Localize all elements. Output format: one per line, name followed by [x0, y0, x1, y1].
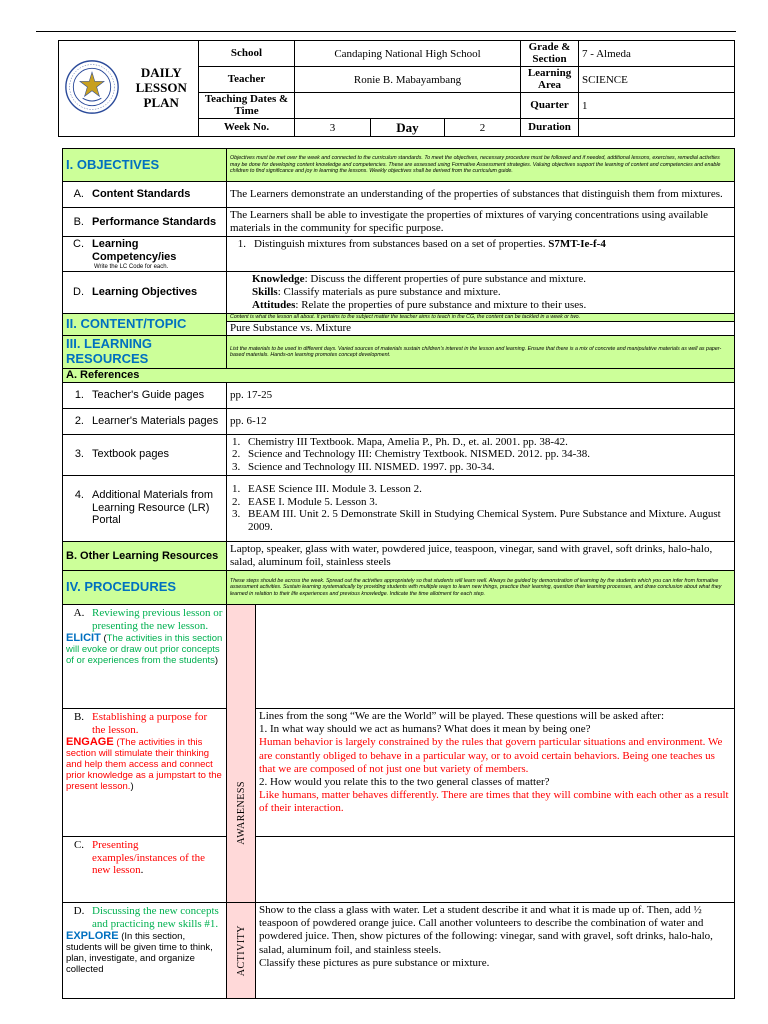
- performance-standards-label-cell: [63, 208, 227, 237]
- objectives-row: [63, 149, 735, 182]
- textbook-list: [230, 436, 731, 474]
- content-row: [63, 314, 735, 322]
- textbook-item: 1. Chemistry III Textbook. Mapa, Amelia P., Ph. D., et. al. 2001. pp. 38-42.: [232, 435, 568, 448]
- engage-cell: B. Establishing a purpose for the lesson. ENGAGE (The activities in this section will stimulate their thinking and help them access and connect prior knowledge as a jumpstart to the present lesson.): [63, 709, 227, 837]
- dates-value: [295, 93, 521, 119]
- presenting-step-label: Presenting examples/instances of the new lesson: [92, 839, 206, 877]
- competency-label-cell: [63, 237, 227, 271]
- engage-line: 2. How would you relate this to the two general classes of matter?: [259, 775, 550, 788]
- objectives-title-cell: [63, 149, 227, 182]
- procedures-title: IV. PROCEDURES: [66, 579, 177, 595]
- day-label: Day: [371, 119, 445, 137]
- learning-objectives-label-cell: [63, 271, 227, 314]
- skills-label: Skills: [252, 285, 278, 298]
- school-label: School: [199, 41, 295, 67]
- engage-line: Human behavior is largely constrained by the rules that govern particular situations and environment. We are constantly obliged to behave in a particular way, or to avoid certain behaviors. Being one teaches us that we are composed of not just one but variety of members.: [259, 736, 723, 775]
- competency-text-cell: [227, 237, 735, 271]
- duration-label: Duration: [521, 119, 579, 137]
- top-rule: [36, 31, 736, 32]
- awareness-band: [227, 605, 256, 903]
- engage-step-label: Establishing a purpose for the lesson.: [92, 711, 208, 736]
- competency-text: Distinguish mixtures from substances based on a set of properties.: [254, 238, 546, 251]
- engage-line: Lines from the song “We are the World” will be played. These questions will be asked after:: [259, 710, 665, 723]
- duration-value: [579, 119, 735, 137]
- tg-text: pp. 17-25: [227, 382, 735, 408]
- presenting-row: [63, 837, 735, 903]
- dates-label: Teaching Dates & Time: [199, 93, 295, 119]
- performance-standards-label: Performance Standards: [92, 215, 217, 228]
- content-topic: Pure Substance vs. Mixture: [227, 322, 735, 336]
- attitudes-text: : Relate the properties of pure substance and mixture to their uses.: [295, 299, 587, 312]
- procedures-title-cell: [63, 571, 227, 605]
- resources-title-cell: [63, 336, 227, 369]
- objectives-title: I. OBJECTIVES: [66, 156, 160, 172]
- performance-standards-num: B.: [73, 215, 84, 228]
- explore-row: [63, 903, 735, 999]
- competency-row: [63, 237, 735, 271]
- procedures-row: [63, 571, 735, 605]
- textbook-num: 3.: [74, 448, 84, 461]
- teacher-value: Ronie B. Mabayambang: [295, 67, 521, 93]
- performance-standards-text: The Learners shall be able to investigate the properties of mixtures of varying concentrations using available materials in the community for specific purpose.: [227, 208, 735, 237]
- content-standards-label-cell: [63, 182, 227, 208]
- explore-step-label: Discussing the new concepts and practicing new skills #1.: [92, 905, 219, 930]
- tg-row: [63, 382, 735, 408]
- textbook-label: Textbook pages: [92, 448, 170, 461]
- school-value: Candaping National High School: [295, 41, 521, 67]
- day-value: 2: [445, 119, 521, 137]
- other-resources-row: [63, 541, 735, 570]
- content-title: II. CONTENT/TOPIC: [66, 316, 187, 332]
- textbook-list-cell: [227, 434, 735, 475]
- lr-portal-item: 2. EASE I. Module 5. Lesson 3.: [232, 495, 378, 508]
- engage-line: 1. In what way should we act as humans? What does it mean by being one?: [259, 723, 591, 736]
- tg-num: 1.: [74, 388, 84, 401]
- engage-row: [63, 709, 735, 837]
- knowledge-text: : Discuss the different properties of pure substance and mixture.: [304, 272, 587, 285]
- deped-seal-cell: [59, 41, 125, 137]
- explore-cell: [63, 903, 227, 999]
- lm-row: [63, 408, 735, 434]
- presenting-cell: C. Presenting examples/instances of the new lesson.: [63, 837, 227, 903]
- lr-portal-list-cell: [227, 475, 735, 541]
- teacher-label: Teacher: [199, 67, 295, 93]
- lr-portal-item: 3. BEAM III. Unit 2. 5 Demonstrate Skill in Studying Chemical System. Pure Substance and Mixture. August 2009.: [232, 508, 721, 533]
- explore-line: Show to the class a glass with water. Let a student describe it and what it is made up of. Then, add ½ teaspoon of powdered orange juice. Call another volunteers to describe the combination of water and powdered juice. Then, show pictures of the following: vinegar, sand with gravel, soft drinks, halo-halo, salad, aluminum foil, and stainless steels.: [259, 904, 713, 956]
- week-value: 3: [295, 119, 371, 137]
- resources-title: III. LEARNING RESOURCES: [66, 336, 152, 367]
- performance-standards-row: [63, 208, 735, 237]
- lr-portal-label-cell: [63, 475, 227, 541]
- content-standards-row: [63, 182, 735, 208]
- lm-text: pp. 6-12: [227, 408, 735, 434]
- lesson-plan-table: [62, 148, 735, 999]
- engage-phase: ENGAGE: [66, 736, 114, 749]
- objectives-note-cell: [227, 149, 735, 182]
- week-label: Week No.: [199, 119, 295, 137]
- deped-seal-icon: [64, 59, 120, 115]
- elicit-desc: The activities in this section will evoke or draw out prior concepts of or experiences from the students: [66, 633, 223, 667]
- explore-content: [256, 903, 735, 999]
- textbook-item: 2. Science and Technology III: Chemistry Textbook. NISMED. 2012. pp. 34-38.: [232, 448, 591, 461]
- elicit-cell: A. Reviewing previous lesson or presenting the new lesson. ELICIT (The activities in this section will evoke or draw out prior concepts of or experiences from the students): [63, 605, 227, 709]
- other-resources-text: Laptop, speaker, glass with water, powdered juice, teaspoon, vinegar, sand with gravel, soft drinks, halo-halo, salad, aluminum foil, stainless steels: [227, 541, 735, 570]
- engage-line: Like humans, matter behaves differently. There are times that they will combine with each other as a result of their interaction.: [259, 789, 729, 815]
- references-row: [63, 369, 735, 383]
- content-standards-label: Content Standards: [92, 188, 191, 201]
- lr-portal-item: 1. EASE Science III. Module 3. Lesson 2.: [232, 482, 422, 495]
- textbook-row: [63, 434, 735, 475]
- elicit-row: [63, 605, 735, 709]
- textbook-item: 3. Science and Technology III. NISMED. 1997. pp. 30-34.: [232, 461, 495, 474]
- objectives-note: Objectives must be met over the week and connected to the curriculum standards. To meet the objectives, necessary procedure must be followed and if needed, additional lessons, exercises, remedial activities may be done for developing content knowledge and competencies. These are assessed using Formative Assessment strategies. Valuing objectives support the learning of content and competencies and enable children to find significance and joy in learning the lessons. Weekly objectives shall be derived from the curriculum guide.: [230, 155, 721, 175]
- quarter-label: Quarter: [521, 93, 579, 119]
- lm-label: Learner's Materials pages: [92, 414, 219, 427]
- other-resources-label-cell: [63, 541, 227, 570]
- learning-objectives-label: Learning Objectives: [92, 286, 198, 299]
- skills-text: : Classify materials as pure substance and mixture.: [277, 285, 501, 298]
- elicit-step-label: Reviewing previous lesson or presenting the new lesson.: [92, 607, 223, 632]
- elicit-phase: ELICIT: [66, 632, 101, 645]
- procedures-note-cell: [227, 571, 735, 605]
- explore-phase: EXPLORE: [66, 930, 119, 943]
- attitudes-label: Attitudes: [252, 299, 296, 312]
- quarter-value: 1: [579, 93, 735, 119]
- activity-band: [227, 903, 256, 999]
- references-label: A. References: [66, 369, 140, 382]
- engage-num: B.: [73, 711, 85, 724]
- lr-portal-row: [63, 475, 735, 541]
- knowledge-label: Knowledge: [252, 272, 305, 285]
- competency-num: C.: [73, 238, 84, 251]
- header-table: [58, 40, 735, 137]
- grade-label: Grade & Section: [521, 41, 579, 67]
- explore-desc: (In this section, students will be given time to think, plan, investigate, and organize collected: [66, 931, 213, 976]
- area-label: Learning Area: [521, 67, 579, 93]
- content-note: Content is what the lesson all about. It pertains to the subject matter the teacher aims to teach in the CG, the content can be tackled in a week or two.: [230, 314, 581, 321]
- explore-line: Classify these pictures as pure substance or mixture.: [259, 956, 490, 969]
- lr-portal-list: [230, 483, 731, 534]
- resources-note: List the materials to be used in different days. Varied sources of materials sustain children's interest in the lesson and learning. Ensure that there is a mix of concrete and manipulative materials as well as paper-based materials. Hands-on learning promotes concept development.: [230, 345, 722, 359]
- lm-num: 2.: [74, 414, 84, 427]
- content-note-cell: [227, 314, 735, 322]
- other-resources-label: B. Other Learning Resources: [66, 549, 219, 562]
- content-standards-num: A.: [73, 188, 84, 201]
- awareness-label: AWARENESS: [235, 780, 247, 845]
- elicit-content: [256, 605, 735, 709]
- procedures-note: These steps should be across the week. Spread out the activities appropriately so that students will learn well. Always be guided by demonstration of learning by the students which you can infer from formative assessment activities. Sustain learning systematically by providing students with multiple ways to learn new things, practice their learning, question their learning processes, and draw conclusion about what they learned in relation to their life experiences and previous knowledge. Indicate the time allotment for each step.: [230, 578, 722, 597]
- lm-label-cell: [63, 408, 227, 434]
- tg-label-cell: [63, 382, 227, 408]
- competency-label: Learning Competency/ies: [92, 238, 177, 264]
- content-standards-text: The Learners demonstrate an understanding of the properties of substances that distinguish them from mixtures.: [227, 182, 735, 208]
- tg-label: Teacher's Guide pages: [92, 388, 205, 401]
- engage-content: [256, 709, 735, 837]
- dlp-title: DAILY LESSON PLAN: [125, 41, 199, 137]
- area-value: SCIENCE: [579, 67, 735, 93]
- presenting-content: [256, 837, 735, 903]
- competency-hint: Write the LC Code for each.: [94, 263, 169, 270]
- resources-row: [63, 336, 735, 369]
- learning-objectives-text-cell: [227, 271, 735, 314]
- lr-portal-num: 4.: [74, 489, 84, 502]
- elicit-num: A.: [73, 607, 85, 620]
- explore-num: D.: [73, 905, 85, 918]
- resources-note-cell: [227, 336, 735, 369]
- lr-portal-label: Additional Materials from Learning Resource (LR) Portal: [92, 489, 214, 527]
- competency-code: S7MT-Ie-f-4: [548, 238, 606, 251]
- engage-desc: (The activities in this section will stimulate their thinking and help them access and connect prior knowledge as a jumpstart to the present lesson.: [66, 737, 222, 792]
- learning-objectives-row: [63, 271, 735, 314]
- learning-objectives-num: D.: [73, 286, 84, 299]
- competency-item-num: 1.: [237, 238, 246, 251]
- content-title-cell: [63, 314, 227, 336]
- presenting-num: C.: [73, 839, 85, 852]
- grade-value: 7 - Almeda: [579, 41, 735, 67]
- activity-label: ACTIVITY: [235, 924, 247, 977]
- references-cell: [63, 369, 735, 383]
- textbook-label-cell: [63, 434, 227, 475]
